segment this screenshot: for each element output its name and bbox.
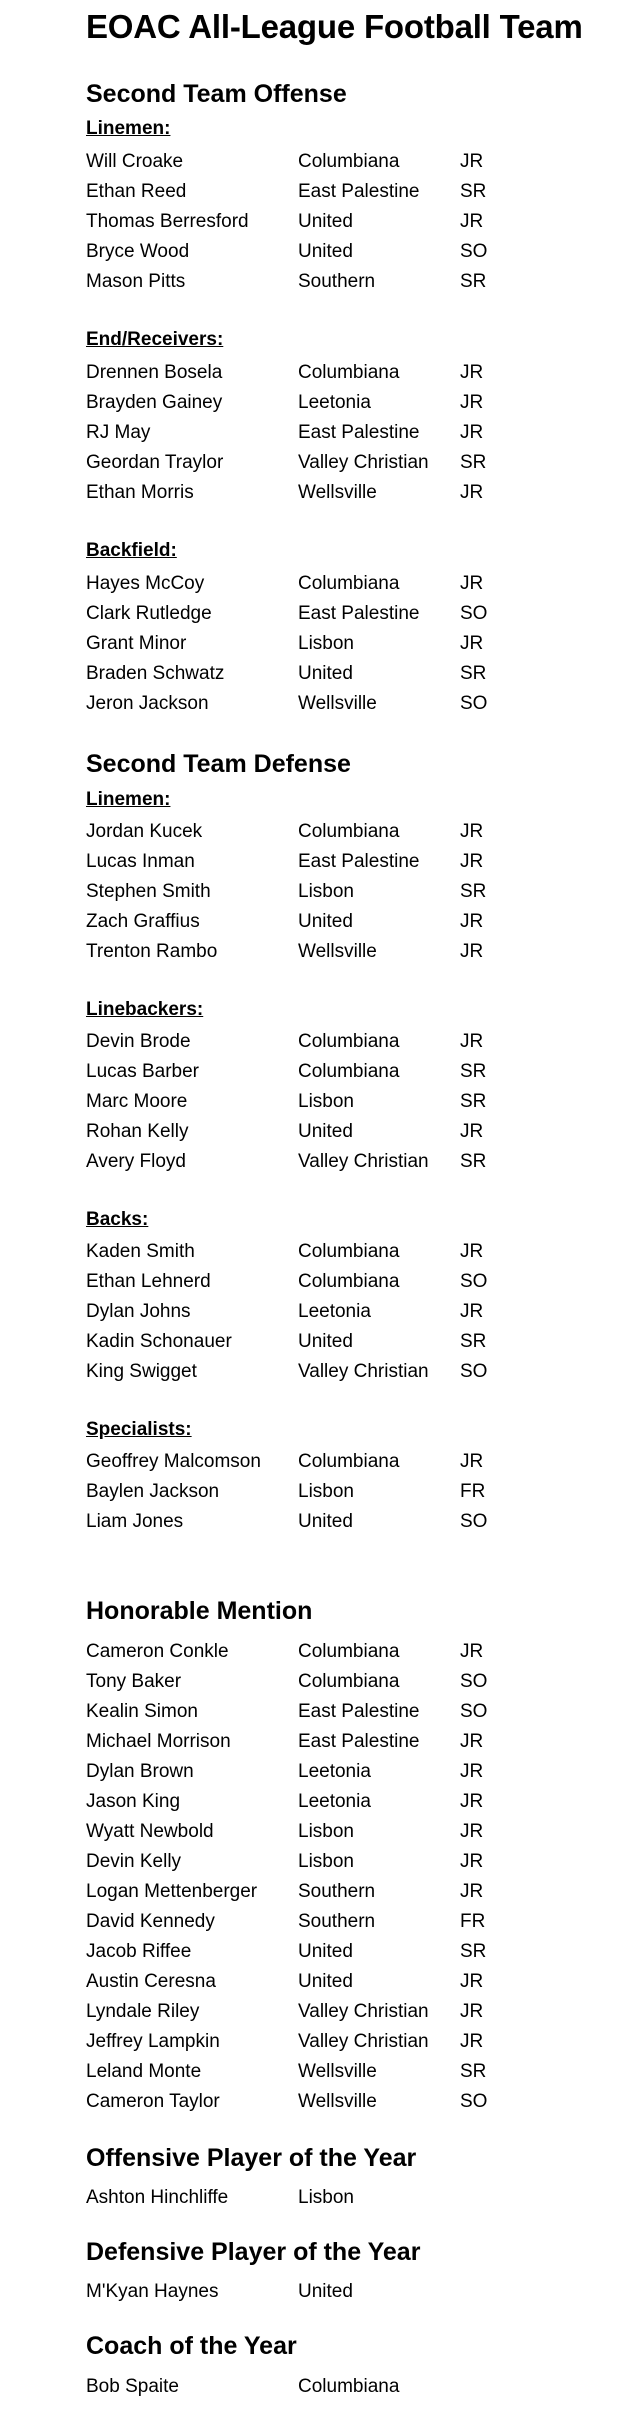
- player-year: SO: [460, 1271, 488, 1292]
- player-name: Lyndale Riley: [86, 2001, 200, 2022]
- player-row: [86, 2091, 606, 2121]
- player-year: JR: [460, 362, 484, 383]
- player-name: Devin Kelly: [86, 1851, 182, 1872]
- player-name: Liam Jones: [86, 1511, 184, 1532]
- player-school: Columbiana: [298, 1671, 400, 1692]
- player-year: JR: [460, 482, 484, 503]
- player-school: Lisbon: [298, 1481, 354, 1502]
- player-row: [86, 1091, 606, 1121]
- player-year: JR: [460, 2031, 484, 2052]
- player-year: JR: [460, 1851, 484, 1872]
- player-name: Marc Moore: [86, 1091, 188, 1112]
- player-name: Leland Monte: [86, 2061, 202, 2082]
- player-year: SR: [460, 1091, 487, 1112]
- player-school: East Palestine: [298, 1731, 420, 1752]
- player-year: JR: [460, 1641, 484, 1662]
- player-school: Lisbon: [298, 1821, 354, 1842]
- player-name: Braden Schwatz: [86, 663, 225, 684]
- player-school: United: [298, 1331, 353, 1352]
- player-school: Columbiana: [298, 2376, 400, 2397]
- player-year: JR: [460, 2001, 484, 2022]
- player-row: [86, 1121, 606, 1151]
- player-row: [86, 1911, 606, 1941]
- player-school: Columbiana: [298, 573, 400, 594]
- player-row: [86, 881, 606, 911]
- player-row: [86, 1331, 606, 1361]
- group-title: Backs:: [86, 1209, 149, 1230]
- player-year: JR: [460, 422, 484, 443]
- player-school: Leetonia: [298, 392, 371, 413]
- player-year: JR: [460, 392, 484, 413]
- player-name: Brayden Gainey: [86, 392, 223, 413]
- player-year: JR: [460, 151, 484, 172]
- player-row: [86, 452, 606, 482]
- player-school: Columbiana: [298, 1641, 400, 1662]
- player-name: Clark Rutledge: [86, 603, 212, 624]
- group-title: Linemen:: [86, 118, 171, 139]
- player-row: [86, 2376, 606, 2406]
- player-row: [86, 693, 606, 723]
- player-row: [86, 1851, 606, 1881]
- player-name: Stephen Smith: [86, 881, 211, 902]
- player-school: Valley Christian: [298, 452, 429, 473]
- player-year: SR: [460, 181, 487, 202]
- player-school: Lisbon: [298, 1091, 354, 1112]
- player-name: Rohan Kelly: [86, 1121, 189, 1142]
- player-year: JR: [460, 1881, 484, 1902]
- player-row: [86, 422, 606, 452]
- player-school: Columbiana: [298, 1451, 400, 1472]
- player-school: Columbiana: [298, 1271, 400, 1292]
- player-school: Valley Christian: [298, 1151, 429, 1172]
- player-year: SO: [460, 1361, 488, 1382]
- player-school: Columbiana: [298, 821, 400, 842]
- player-year: JR: [460, 911, 484, 932]
- player-school: United: [298, 241, 353, 262]
- player-name: Mason Pitts: [86, 271, 186, 292]
- player-school: Columbiana: [298, 1061, 400, 1082]
- player-name: Jordan Kucek: [86, 821, 203, 842]
- player-year: SR: [460, 1941, 487, 1962]
- player-name: Ethan Lehnerd: [86, 1271, 211, 1292]
- player-name: Cameron Conkle: [86, 1641, 229, 1662]
- player-row: [86, 1761, 606, 1791]
- player-row: [86, 603, 606, 633]
- group-title: Linemen:: [86, 789, 171, 810]
- player-name: Geordan Traylor: [86, 452, 224, 473]
- player-year: JR: [460, 211, 484, 232]
- player-row: [86, 1941, 606, 1971]
- player-row: [86, 2031, 606, 2061]
- player-row: [86, 821, 606, 851]
- player-row: [86, 1671, 606, 1701]
- player-school: Valley Christian: [298, 2031, 429, 2052]
- player-name: Dylan Brown: [86, 1761, 194, 1782]
- player-name: Jacob Riffee: [86, 1941, 192, 1962]
- player-school: Valley Christian: [298, 1361, 429, 1382]
- player-year: JR: [460, 1791, 484, 1812]
- player-school: Wellsville: [298, 2091, 377, 2112]
- player-row: [86, 2061, 606, 2091]
- player-school: Columbiana: [298, 151, 400, 172]
- player-year: JR: [460, 1731, 484, 1752]
- player-school: United: [298, 1941, 353, 1962]
- player-school: Lisbon: [298, 633, 354, 654]
- player-year: JR: [460, 1761, 484, 1782]
- player-school: Columbiana: [298, 1031, 400, 1052]
- group-title: Backfield:: [86, 540, 177, 561]
- player-name: Bryce Wood: [86, 241, 190, 262]
- player-school: Leetonia: [298, 1761, 371, 1782]
- player-name: Grant Minor: [86, 633, 187, 654]
- player-row: [86, 1701, 606, 1731]
- player-row: [86, 1151, 606, 1181]
- player-year: SO: [460, 1511, 488, 1532]
- player-name: Jeffrey Lampkin: [86, 2031, 220, 2052]
- player-year: JR: [460, 821, 484, 842]
- player-name: Wyatt Newbold: [86, 1821, 214, 1842]
- player-row: [86, 663, 606, 693]
- player-row: [86, 151, 606, 181]
- section-title: Second Team Defense: [86, 750, 351, 778]
- player-year: SR: [460, 271, 487, 292]
- player-year: SR: [460, 2061, 487, 2082]
- player-school: East Palestine: [298, 603, 420, 624]
- player-name: Ethan Reed: [86, 181, 187, 202]
- player-row: [86, 1641, 606, 1671]
- player-school: East Palestine: [298, 181, 420, 202]
- player-year: FR: [460, 1911, 486, 1932]
- player-school: Lisbon: [298, 2187, 354, 2208]
- player-year: JR: [460, 1971, 484, 1992]
- player-school: Columbiana: [298, 362, 400, 383]
- player-school: Columbiana: [298, 1241, 400, 1262]
- player-year: JR: [460, 633, 484, 654]
- player-name: David Kennedy: [86, 1911, 215, 1932]
- player-row: [86, 1481, 606, 1511]
- player-row: [86, 2281, 606, 2311]
- player-row: [86, 1241, 606, 1271]
- player-name: Kaden Smith: [86, 1241, 195, 1262]
- player-year: FR: [460, 1481, 486, 1502]
- player-name: Tony Baker: [86, 1671, 182, 1692]
- player-row: [86, 1271, 606, 1301]
- player-school: Leetonia: [298, 1791, 371, 1812]
- player-row: [86, 362, 606, 392]
- player-name: Bob Spaite: [86, 2376, 179, 2397]
- player-name: Will Croake: [86, 151, 184, 172]
- player-name: Ethan Morris: [86, 482, 194, 503]
- player-school: Wellsville: [298, 482, 377, 503]
- player-school: Southern: [298, 1911, 376, 1932]
- player-row: [86, 851, 606, 881]
- section-title: Honorable Mention: [86, 1597, 313, 1625]
- player-name: Kealin Simon: [86, 1701, 198, 1722]
- player-year: JR: [460, 1121, 484, 1142]
- player-year: SR: [460, 663, 487, 684]
- player-year: SO: [460, 603, 488, 624]
- player-name: Kadin Schonauer: [86, 1331, 232, 1352]
- player-name: Avery Floyd: [86, 1151, 186, 1172]
- player-row: [86, 482, 606, 512]
- player-year: JR: [460, 573, 484, 594]
- group-title: Specialists:: [86, 1419, 192, 1440]
- player-year: SR: [460, 452, 487, 473]
- player-name: Thomas Berresford: [86, 211, 249, 232]
- player-row: [86, 573, 606, 603]
- player-name: Trenton Rambo: [86, 941, 218, 962]
- player-year: JR: [460, 1301, 484, 1322]
- player-row: [86, 241, 606, 271]
- player-year: SR: [460, 1151, 487, 1172]
- player-row: [86, 1061, 606, 1091]
- player-year: SO: [460, 693, 488, 714]
- player-row: [86, 1031, 606, 1061]
- player-row: [86, 1511, 606, 1541]
- player-school: East Palestine: [298, 1701, 420, 1722]
- player-row: [86, 1821, 606, 1851]
- player-year: JR: [460, 1451, 484, 1472]
- player-year: SO: [460, 1701, 488, 1722]
- player-school: Southern: [298, 271, 376, 292]
- player-school: Wellsville: [298, 2061, 377, 2082]
- player-name: Logan Mettenberger: [86, 1881, 258, 1902]
- player-row: [86, 211, 606, 241]
- player-name: Michael Morrison: [86, 1731, 231, 1752]
- player-name: Austin Ceresna: [86, 1971, 216, 1992]
- player-year: JR: [460, 851, 484, 872]
- player-year: SO: [460, 241, 488, 262]
- player-year: JR: [460, 1821, 484, 1842]
- player-row: [86, 1451, 606, 1481]
- player-name: Cameron Taylor: [86, 2091, 220, 2112]
- player-name: Lucas Inman: [86, 851, 195, 872]
- player-name: Jeron Jackson: [86, 693, 209, 714]
- player-row: [86, 941, 606, 971]
- page-title: EOAC All-League Football Team: [86, 8, 583, 45]
- section-title: Second Team Offense: [86, 80, 347, 108]
- player-school: Leetonia: [298, 1301, 371, 1322]
- player-row: [86, 2187, 606, 2217]
- player-year: JR: [460, 1031, 484, 1052]
- player-row: [86, 911, 606, 941]
- player-row: [86, 633, 606, 663]
- player-school: United: [298, 211, 353, 232]
- player-row: [86, 2001, 606, 2031]
- player-school: Wellsville: [298, 693, 377, 714]
- player-school: East Palestine: [298, 422, 420, 443]
- player-school: Southern: [298, 1881, 376, 1902]
- player-school: United: [298, 1511, 353, 1532]
- player-name: Hayes McCoy: [86, 573, 205, 594]
- player-year: SO: [460, 1671, 488, 1692]
- player-school: United: [298, 2281, 353, 2302]
- player-school: United: [298, 1971, 353, 1992]
- player-year: SR: [460, 1061, 487, 1082]
- player-name: Geoffrey Malcomson: [86, 1451, 261, 1472]
- player-row: [86, 392, 606, 422]
- group-title: Linebackers:: [86, 999, 204, 1020]
- player-name: Dylan Johns: [86, 1301, 191, 1322]
- player-row: [86, 1791, 606, 1821]
- player-name: Zach Graffius: [86, 911, 200, 932]
- player-name: M'Kyan Haynes: [86, 2281, 219, 2302]
- player-school: Valley Christian: [298, 2001, 429, 2022]
- player-row: [86, 271, 606, 301]
- player-name: King Swigget: [86, 1361, 197, 1382]
- player-school: Lisbon: [298, 881, 354, 902]
- player-name: Baylen Jackson: [86, 1481, 220, 1502]
- player-year: SO: [460, 2091, 488, 2112]
- player-school: United: [298, 1121, 353, 1142]
- player-row: [86, 1971, 606, 2001]
- player-year: SR: [460, 881, 487, 902]
- player-row: [86, 1361, 606, 1391]
- player-row: [86, 1881, 606, 1911]
- player-name: Ashton Hinchliffe: [86, 2187, 229, 2208]
- section-title: Coach of the Year: [86, 2332, 297, 2360]
- player-name: Devin Brode: [86, 1031, 191, 1052]
- player-name: Lucas Barber: [86, 1061, 200, 1082]
- player-school: Wellsville: [298, 941, 377, 962]
- player-row: [86, 181, 606, 211]
- section-title: Offensive Player of the Year: [86, 2144, 417, 2172]
- player-school: Lisbon: [298, 1851, 354, 1872]
- player-school: United: [298, 663, 353, 684]
- player-year: JR: [460, 941, 484, 962]
- player-row: [86, 1301, 606, 1331]
- player-school: East Palestine: [298, 851, 420, 872]
- player-name: Drennen Bosela: [86, 362, 223, 383]
- player-year: SR: [460, 1331, 487, 1352]
- group-title: End/Receivers:: [86, 329, 224, 350]
- player-row: [86, 1731, 606, 1761]
- player-year: JR: [460, 1241, 484, 1262]
- section-title: Defensive Player of the Year: [86, 2238, 421, 2266]
- player-name: RJ May: [86, 422, 151, 443]
- player-name: Jason King: [86, 1791, 181, 1812]
- player-school: United: [298, 911, 353, 932]
